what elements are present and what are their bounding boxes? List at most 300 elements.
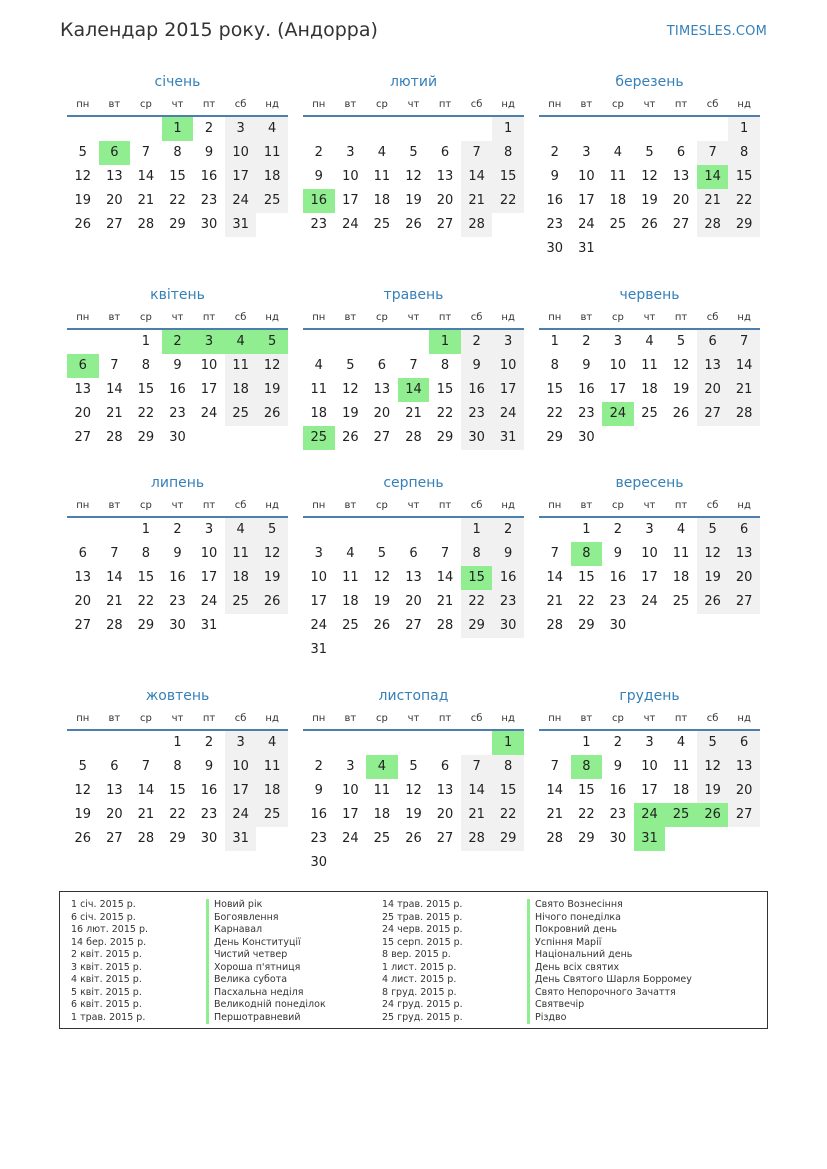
empty-day-cell (335, 851, 367, 875)
holiday-day-cell: 14 (398, 378, 430, 402)
day-cell: 14 (728, 354, 760, 378)
legend-date: 14 трав. 2015 р. (382, 899, 463, 910)
day-cell: 10 (609, 358, 627, 373)
day-cell: 18 (225, 566, 257, 590)
month-title: жовтень (145, 688, 210, 704)
day-cell: 21 (461, 803, 493, 827)
day-cell: 7 (110, 358, 119, 373)
day-cell: 9 (314, 783, 323, 798)
day-cell: 23 (200, 807, 218, 822)
day-cell: 19 (697, 566, 729, 590)
empty-day-cell (461, 851, 493, 875)
week-row (303, 638, 524, 662)
week-row (539, 237, 760, 261)
day-cell: 23 (310, 831, 328, 846)
day-cell: 1 (728, 117, 760, 141)
day-cell: 23 (310, 217, 328, 232)
day-cell: 15 (492, 779, 524, 803)
holiday-day-cell: 31 (634, 827, 666, 851)
weekday-label: пт (674, 312, 688, 323)
weekday-label: ср (611, 500, 624, 511)
day-cell: 10 (310, 570, 328, 585)
day-cell: 27 (74, 430, 92, 445)
day-cell: 11 (672, 546, 690, 561)
day-cell: 12 (641, 169, 658, 184)
legend-name-column (527, 899, 757, 1024)
empty-day-cell (665, 237, 697, 261)
day-cell: 22 (461, 590, 493, 614)
day-cell: 23 (461, 402, 493, 426)
day-cell: 6 (78, 546, 87, 561)
day-cell: 2 (204, 735, 214, 750)
week-row (67, 354, 288, 378)
week-row (303, 189, 524, 213)
empty-day-cell (256, 614, 288, 638)
empty-day-cell (366, 117, 398, 141)
day-cell: 26 (405, 831, 422, 846)
week-row (303, 614, 524, 638)
day-cell: 26 (641, 217, 658, 232)
day-cell: 20 (106, 193, 123, 208)
day-cell: 8 (173, 759, 182, 774)
weekday-label: вт (344, 312, 357, 323)
day-cell: 28 (405, 430, 422, 445)
empty-day-cell (602, 237, 634, 261)
month-title: листопад (378, 688, 449, 704)
day-cell: 17 (641, 783, 658, 798)
week-row (67, 755, 288, 779)
week-row (303, 117, 524, 141)
day-cell: 18 (256, 779, 288, 803)
weekday-label: пн (76, 312, 90, 323)
day-cell: 27 (106, 217, 123, 232)
day-cell: 28 (106, 430, 123, 445)
day-cell: 10 (225, 141, 257, 165)
empty-day-cell (665, 614, 697, 638)
day-cell: 6 (409, 546, 418, 561)
legend-holiday-name: Пасхальна неділя (206, 987, 376, 1000)
weekday-label: сб (470, 312, 483, 323)
weekday-header (303, 495, 524, 516)
day-cell: 23 (169, 594, 186, 609)
weekday-label: нд (501, 713, 515, 724)
empty-day-cell (335, 638, 367, 662)
day-cell: 2 (613, 735, 623, 750)
day-cell: 4 (676, 522, 686, 537)
weekday-label: ср (139, 312, 152, 323)
week-row (539, 755, 760, 779)
day-cell: 27 (106, 831, 123, 846)
weekday-label: чт (643, 312, 656, 323)
empty-day-cell (256, 827, 288, 851)
week-row (67, 731, 288, 755)
empty-day-cell (303, 330, 335, 354)
empty-day-cell (366, 851, 398, 875)
day-cell: 31 (578, 241, 595, 256)
weekday-label: сб (470, 713, 483, 724)
empty-day-cell (571, 117, 603, 141)
week-row (303, 518, 524, 542)
legend-holiday-name: Чистий четвер (206, 949, 376, 962)
day-cell: 25 (225, 590, 257, 614)
legend-holiday-name: День всіх святих (527, 962, 757, 975)
day-cell: 4 (645, 334, 654, 349)
day-cell: 29 (137, 430, 155, 445)
weekday-label: ср (139, 99, 152, 110)
holiday-day-cell: 4 (225, 330, 257, 354)
day-cell: 6 (110, 759, 119, 774)
day-cell: 25 (672, 594, 690, 609)
empty-day-cell (130, 731, 162, 755)
week-row (539, 566, 760, 590)
day-cell: 5 (256, 518, 288, 542)
month-block (539, 70, 760, 261)
day-cell: 22 (492, 803, 524, 827)
day-cell: 17 (342, 807, 359, 822)
day-cell: 30 (609, 831, 627, 846)
day-cell: 11 (256, 141, 288, 165)
day-cell: 7 (728, 330, 760, 354)
empty-day-cell (539, 518, 571, 542)
week-row (67, 426, 288, 450)
empty-day-cell (429, 731, 461, 755)
day-cell: 26 (697, 590, 729, 614)
day-cell: 27 (373, 430, 391, 445)
day-cell: 26 (256, 590, 288, 614)
day-cell: 29 (578, 618, 595, 633)
day-cell: 29 (578, 831, 595, 846)
day-cell: 30 (461, 426, 493, 450)
day-cell: 9 (314, 169, 323, 184)
day-cell: 21 (106, 594, 123, 609)
legend-holiday-name: Карнавал (206, 924, 376, 937)
day-cell: 13 (373, 382, 391, 397)
day-cell: 10 (641, 546, 658, 561)
day-cell: 21 (405, 406, 422, 421)
day-cell: 16 (492, 566, 524, 590)
weekday-label: пт (674, 99, 688, 110)
day-cell: 22 (436, 406, 454, 421)
day-cell: 23 (609, 807, 627, 822)
day-cell: 20 (728, 566, 760, 590)
legend-date: 24 черв. 2015 р. (382, 924, 463, 935)
legend-date-column (382, 899, 522, 1024)
day-cell: 15 (728, 165, 760, 189)
day-cell: 3 (346, 145, 355, 160)
day-cell: 11 (310, 382, 328, 397)
day-cell: 31 (310, 642, 328, 657)
weekday-label: ср (375, 713, 388, 724)
day-cell: 30 (492, 614, 524, 638)
weekday-label: чт (407, 312, 420, 323)
day-cell: 5 (377, 546, 387, 561)
week-row (67, 378, 288, 402)
day-cell: 2 (204, 121, 214, 136)
day-cell: 21 (137, 193, 155, 208)
month-title: квітень (150, 287, 205, 303)
weekday-label: пт (438, 713, 452, 724)
week-row (303, 165, 524, 189)
day-cell: 2 (550, 145, 559, 160)
holiday-day-cell: 24 (634, 803, 666, 827)
day-cell: 21 (546, 594, 564, 609)
empty-day-cell (398, 638, 430, 662)
day-cell: 30 (169, 430, 186, 445)
day-cell: 22 (578, 594, 595, 609)
month-block (67, 684, 288, 851)
empty-day-cell (67, 117, 99, 141)
day-cell: 22 (169, 193, 186, 208)
day-cell: 27 (697, 402, 729, 426)
empty-day-cell (366, 638, 398, 662)
day-cell: 17 (609, 382, 627, 397)
empty-day-cell (99, 518, 131, 542)
week-row (67, 779, 288, 803)
empty-day-cell (366, 518, 398, 542)
weekday-label: ср (611, 99, 624, 110)
day-cell: 9 (204, 145, 214, 160)
day-cell: 21 (728, 378, 760, 402)
week-row (67, 566, 288, 590)
week-row (539, 165, 760, 189)
day-cell: 3 (225, 117, 257, 141)
week-row (539, 779, 760, 803)
empty-day-cell (335, 330, 367, 354)
day-cell: 18 (373, 807, 391, 822)
day-cell: 19 (697, 779, 729, 803)
day-cell: 22 (137, 594, 155, 609)
day-cell: 18 (256, 165, 288, 189)
weekday-label: пн (312, 713, 326, 724)
day-cell: 3 (492, 330, 524, 354)
day-cell: 16 (200, 169, 218, 184)
empty-day-cell (697, 426, 729, 450)
day-cell: 29 (728, 213, 760, 237)
day-cell: 19 (672, 382, 690, 397)
week-row (67, 117, 288, 141)
holiday-day-cell: 5 (256, 330, 288, 354)
day-cell: 7 (409, 358, 418, 373)
day-cell: 10 (342, 783, 359, 798)
weekday-label: пн (312, 99, 326, 110)
day-cell: 8 (141, 358, 151, 373)
empty-day-cell (492, 638, 524, 662)
weekday-label: пт (202, 500, 216, 511)
empty-day-cell (697, 117, 729, 141)
weekday-label: сб (470, 99, 483, 110)
day-cell: 23 (200, 193, 218, 208)
legend-date: 25 трав. 2015 р. (382, 911, 463, 923)
day-cell: 23 (578, 406, 595, 421)
day-cell: 28 (728, 402, 760, 426)
legend-holiday-name: Святвечір (527, 999, 757, 1012)
day-cell: 4 (346, 546, 355, 561)
weekday-label: вт (344, 713, 357, 724)
day-cell: 1 (141, 522, 151, 537)
day-cell: 18 (342, 594, 359, 609)
weekday-label: вт (580, 713, 593, 724)
day-cell: 10 (492, 354, 524, 378)
day-cell: 22 (169, 807, 186, 822)
day-cell: 30 (578, 430, 595, 445)
day-cell: 18 (225, 378, 257, 402)
day-cell: 29 (461, 614, 493, 638)
week-row (303, 590, 524, 614)
day-cell: 11 (373, 169, 391, 184)
empty-day-cell (256, 213, 288, 237)
legend-holiday-name: Велика субота (206, 974, 376, 987)
site-link[interactable]: TIMESLES.COM (666, 24, 767, 39)
day-cell: 30 (200, 831, 218, 846)
week-row (303, 378, 524, 402)
weekday-label: чт (407, 500, 420, 511)
empty-day-cell (728, 426, 760, 450)
weekday-label: чт (171, 713, 184, 724)
holiday-day-cell: 3 (193, 330, 225, 354)
day-cell: 12 (405, 783, 422, 798)
day-cell: 16 (578, 382, 595, 397)
day-cell: 5 (346, 358, 355, 373)
day-cell: 16 (200, 783, 218, 798)
day-cell: 26 (256, 402, 288, 426)
day-cell: 20 (74, 594, 92, 609)
day-cell: 13 (74, 382, 92, 397)
day-cell: 9 (173, 358, 182, 373)
legend-holiday-name: Різдво (527, 1012, 757, 1025)
day-cell: 24 (342, 217, 359, 232)
month-block (67, 471, 288, 638)
day-cell: 28 (461, 213, 493, 237)
day-cell: 17 (310, 594, 328, 609)
empty-day-cell (665, 827, 697, 851)
day-cell: 13 (672, 169, 690, 184)
empty-day-cell (634, 614, 666, 638)
weekday-label: чт (171, 99, 184, 110)
day-cell: 15 (578, 783, 595, 798)
weekday-label: вт (580, 99, 593, 110)
day-cell: 25 (641, 406, 658, 421)
day-cell: 11 (641, 358, 658, 373)
weekday-label: чт (171, 500, 184, 511)
day-cell: 25 (225, 402, 257, 426)
month-title: лютий (389, 74, 438, 90)
week-row (67, 141, 288, 165)
weekday-label: вт (344, 500, 357, 511)
empty-day-cell (602, 117, 634, 141)
weekday-label: пн (76, 99, 90, 110)
legend-date: 16 лют. 2015 р. (71, 924, 148, 935)
day-cell: 11 (609, 169, 627, 184)
day-cell: 9 (173, 546, 182, 561)
week-row (67, 165, 288, 189)
day-cell: 18 (641, 382, 658, 397)
empty-day-cell (303, 518, 335, 542)
legend-date-column (71, 899, 201, 1024)
weekday-label: пт (438, 99, 452, 110)
day-cell: 31 (225, 827, 257, 851)
weekday-label: ср (375, 312, 388, 323)
day-cell: 5 (697, 518, 729, 542)
weekday-label: чт (643, 500, 656, 511)
empty-day-cell (398, 851, 430, 875)
week-row (303, 402, 524, 426)
week-row (539, 518, 760, 542)
day-cell: 11 (256, 755, 288, 779)
weekday-header (539, 307, 760, 328)
day-cell: 6 (728, 518, 760, 542)
day-cell: 9 (461, 354, 493, 378)
month-block (539, 684, 760, 851)
month-block (303, 70, 524, 237)
page-title: Календар 2015 року. (Андорра) (60, 19, 378, 41)
legend-holiday-name: Богоявлення (206, 912, 376, 925)
day-cell: 11 (672, 759, 690, 774)
week-row (539, 827, 760, 851)
day-cell: 17 (578, 193, 595, 208)
day-cell: 11 (225, 542, 257, 566)
weekday-label: нд (501, 312, 515, 323)
weekday-label: вт (580, 500, 593, 511)
day-cell: 17 (225, 779, 257, 803)
day-cell: 23 (609, 594, 627, 609)
week-row (539, 117, 760, 141)
holiday-day-cell: 25 (303, 426, 335, 450)
legend-holiday-name: Свято Вознесіння (527, 899, 757, 912)
week-row (303, 213, 524, 237)
day-cell: 20 (106, 807, 123, 822)
weekday-header (539, 708, 760, 729)
holiday-day-cell: 24 (602, 402, 634, 426)
day-cell: 30 (310, 855, 328, 870)
month-block (67, 70, 288, 237)
weekday-label: нд (265, 500, 279, 511)
legend-date: 14 бер. 2015 р. (71, 936, 147, 948)
empty-day-cell (461, 117, 493, 141)
day-cell: 8 (492, 755, 524, 779)
legend-date: 5 квіт. 2015 р. (71, 986, 142, 998)
weekday-label: вт (108, 312, 121, 323)
day-cell: 28 (546, 831, 564, 846)
day-cell: 3 (645, 735, 654, 750)
day-cell: 29 (546, 430, 564, 445)
weekday-label: ср (611, 312, 624, 323)
empty-day-cell (398, 330, 430, 354)
week-row (539, 141, 760, 165)
holiday-day-cell: 2 (162, 330, 194, 354)
day-cell: 8 (440, 358, 450, 373)
day-cell: 17 (641, 570, 658, 585)
month-title: червень (619, 287, 680, 303)
day-cell: 9 (613, 546, 623, 561)
day-cell: 5 (645, 145, 654, 160)
day-cell: 5 (409, 759, 418, 774)
empty-day-cell (492, 213, 524, 237)
week-row (539, 378, 760, 402)
day-cell: 31 (225, 213, 257, 237)
day-cell: 27 (672, 217, 690, 232)
empty-day-cell (398, 117, 430, 141)
day-cell: 12 (74, 169, 92, 184)
day-cell: 24 (492, 402, 524, 426)
day-cell: 12 (342, 382, 359, 397)
legend-holiday-name: Хороша п'ятниця (206, 962, 376, 975)
day-cell: 15 (578, 570, 595, 585)
day-cell: 20 (728, 779, 760, 803)
day-cell: 2 (461, 330, 493, 354)
empty-day-cell (225, 614, 257, 638)
day-cell: 16 (169, 382, 186, 397)
day-cell: 22 (492, 189, 524, 213)
